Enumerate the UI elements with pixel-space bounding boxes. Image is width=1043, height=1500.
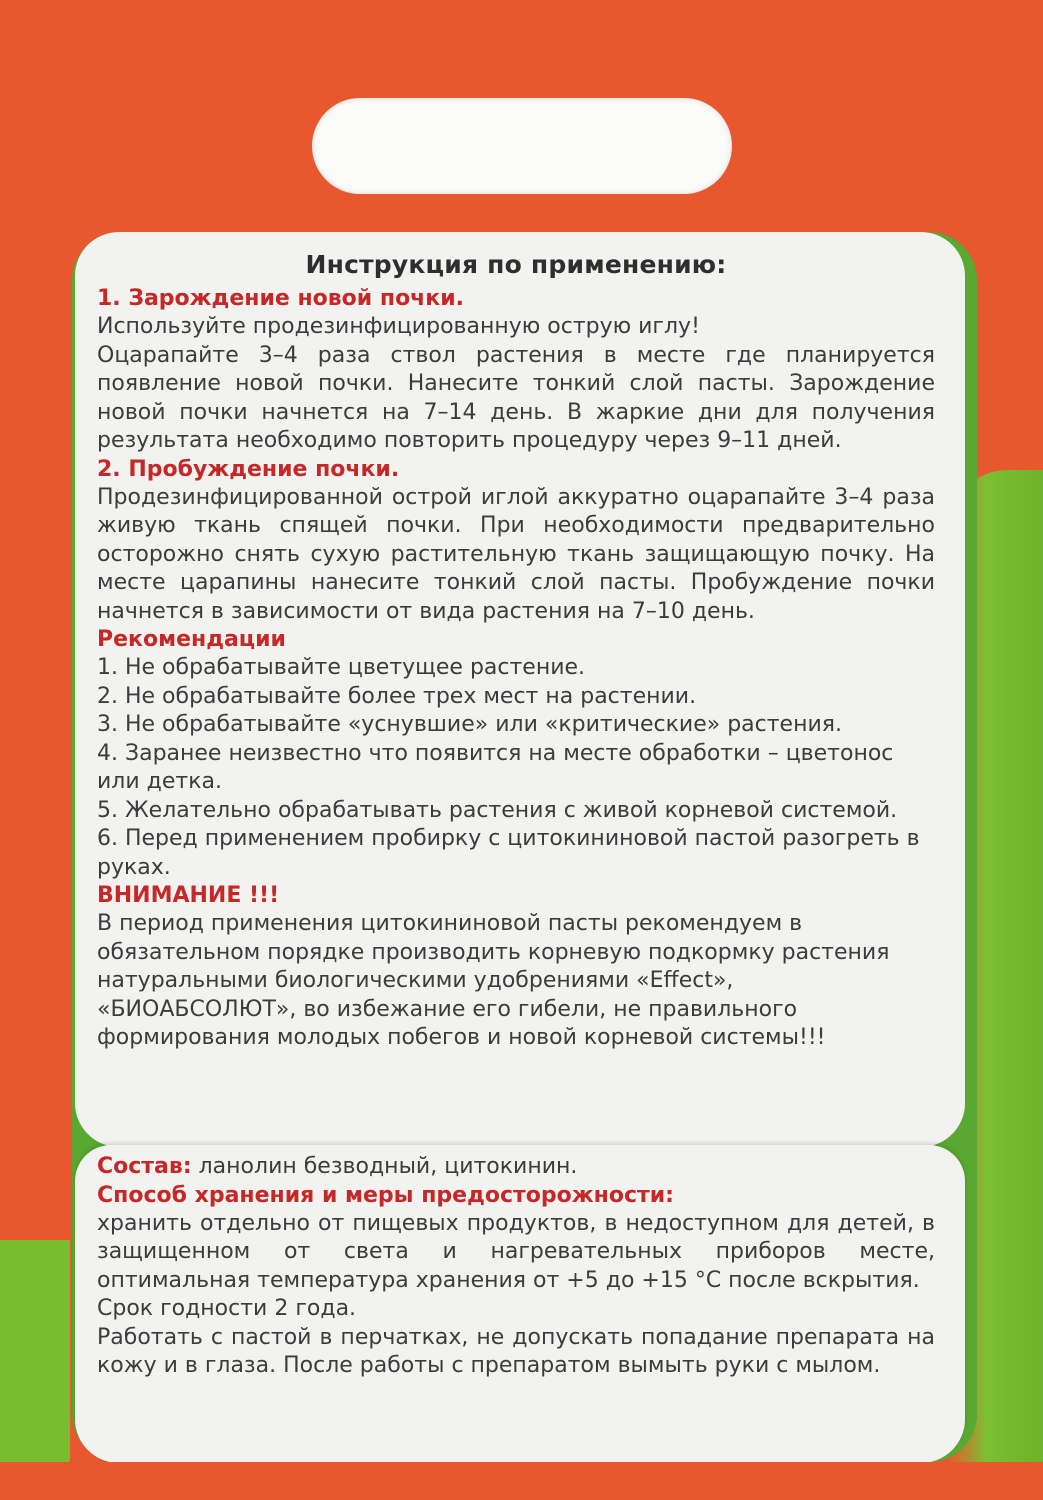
storage-paragraph-3: Работать с пастой в перчатках, не допускать попадание препарата на кожу и в глаза. После работы с препаратом вымыть руки с мылом. <box>97 1324 935 1378</box>
hang-hole <box>312 98 732 194</box>
section-2-heading: 2. Пробуждение почки. <box>97 456 400 482</box>
composition-label: Состав: <box>97 1154 192 1179</box>
list-item: 3. Не обрабатывайте «уснувшие» или «критические» растения. <box>97 712 842 737</box>
storage-paragraph-2: Срок годности 2 года. <box>97 1296 357 1321</box>
section-2-paragraph: Продезинфицированной острой иглой аккуратно оцарапайте 3–4 раза живую ткань спящей почки. При необходимости предварительно осторожно снять сухую растительную ткань защищающую почку. На месте царапины нанесите тонкий слой пасты. Пробуждение почки начнется в зависимости от вида растения на 7–10 день. <box>97 484 935 624</box>
composition-value: ланолин безводный, цитокинин. <box>191 1154 578 1179</box>
warning-paragraph: В период применения цитокининовой пасты рекомендуем в обязательном порядке производить корневую подкормку растения натуральными биологическими удобрениями «Effect», «БИОАБСОЛЮТ», во избежание его гибели, не правильного формирования молодых побегов и новой корневой системы!!! <box>97 911 890 1050</box>
list-item: 5. Желательно обрабатывать растения с живой корневой системой. <box>97 797 898 823</box>
bottom-band <box>0 1462 1043 1500</box>
composition-storage-panel <box>75 1145 965 1463</box>
list-item: 4. Заранее неизвестно что появится на месте обработки – цветонос или детка. <box>97 740 894 794</box>
list-item: 1. Не обрабатывайте цветущее растение. <box>97 655 586 680</box>
warning-heading: ВНИМАНИЕ !!! <box>97 883 280 908</box>
green-corner-decoration <box>0 1240 70 1500</box>
composition-line <box>97 1153 935 1182</box>
list-item: 2. Не обрабатывайте более трех мест на растении. <box>97 683 697 709</box>
section-1-heading: 1. Зарождение новой почки. <box>97 286 464 311</box>
list-item: 6. Перед применением пробирку с цитокининовой пастой разогреть в руках. <box>97 826 920 880</box>
storage-heading: Способ хранения и меры предосторожности: <box>97 1182 674 1208</box>
storage-paragraph-1: хранить отдельно от пищевых продуктов, в недоступном для детей, в защищенном от света и нагревательных приборов месте, оптимальная температура хранения от +5 до +15 °С после вскрытия. <box>97 1210 935 1293</box>
recommendations-heading: Рекомендации <box>97 627 286 652</box>
section-1-paragraph-2: Оцарапайте 3–4 раза ствол растения в месте где планируется появление новой почки. Нанесите тонкий слой пасты. Зарождение новой почки начнется на 7–14 день. В жаркие дни для получения результата необходимо повторить процедуру через 9–11 дней. <box>97 342 935 453</box>
instructions-title: Инструкция по применению: <box>305 250 727 279</box>
section-1-paragraph-1: Используйте продезинфицированную острую иглу! <box>97 314 700 339</box>
instructions-panel <box>75 232 965 1147</box>
recommendations-list <box>97 654 935 882</box>
